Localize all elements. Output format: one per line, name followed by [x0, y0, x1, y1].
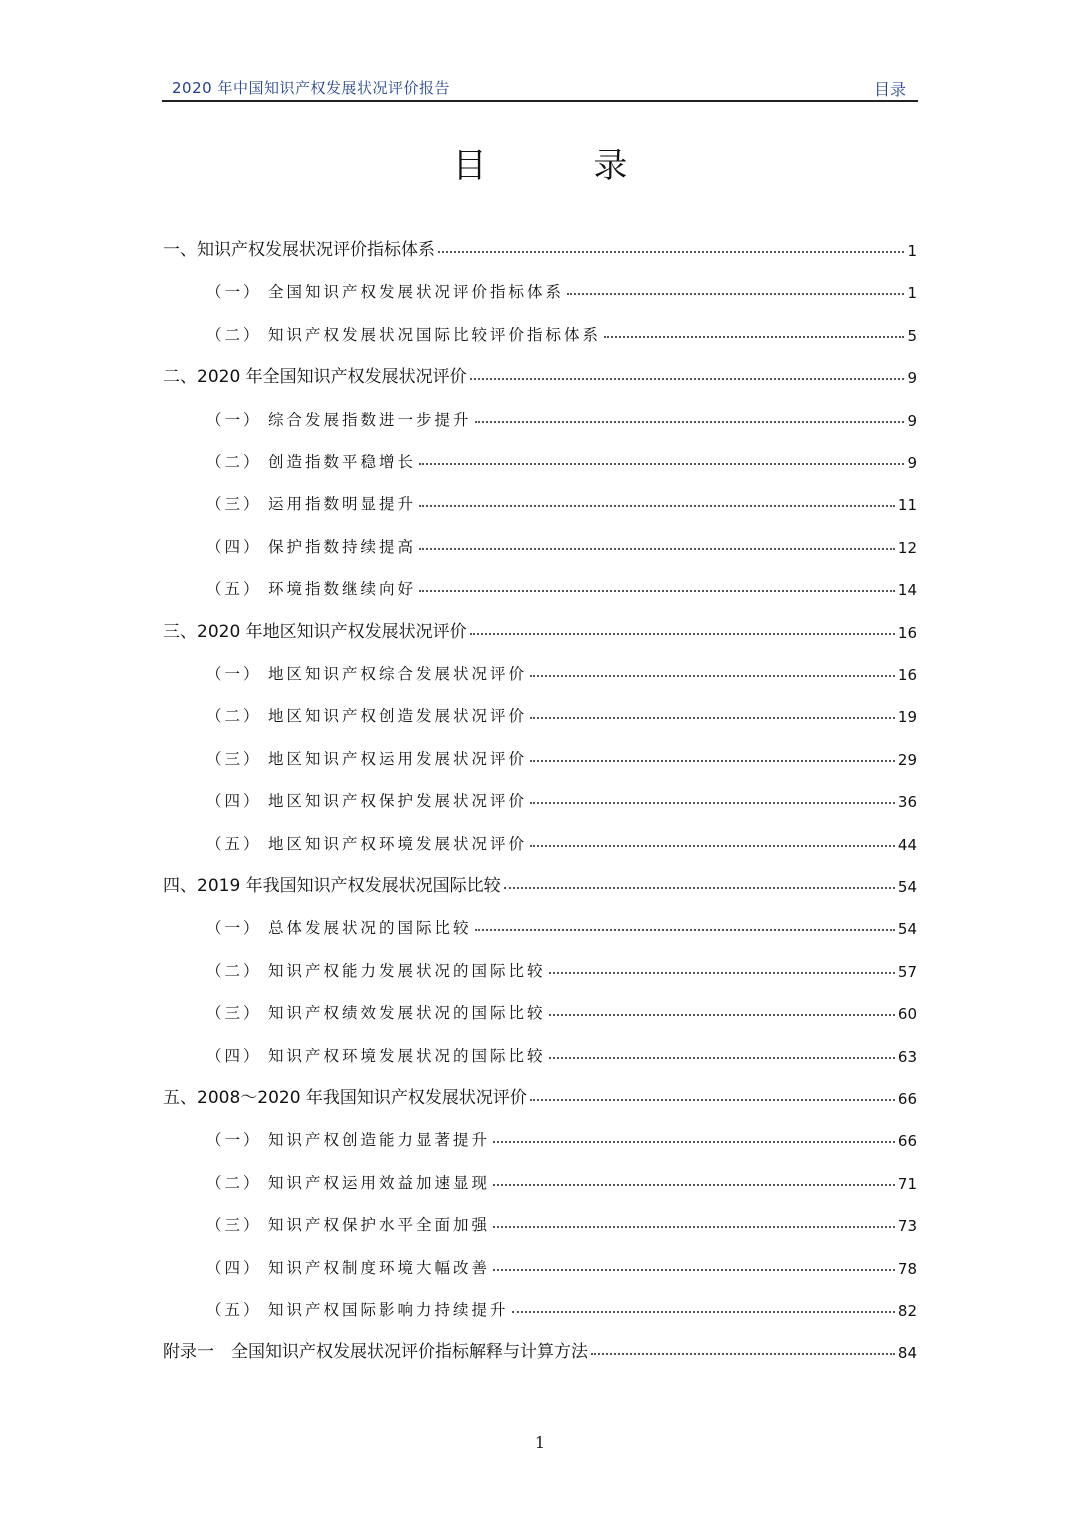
toc-section-entry[interactable] [163, 442, 917, 472]
toc-entry-number: （一） [206, 283, 262, 302]
toc-section-entry[interactable] [163, 824, 917, 854]
toc-dot-leader [549, 1057, 895, 1059]
toc-entry-label: 总体发展状况的国际比较 [268, 919, 472, 938]
toc-dot-leader [530, 1099, 895, 1101]
toc-dot-leader [530, 845, 895, 847]
toc-section-entry[interactable] [163, 1120, 917, 1150]
toc-dot-leader [549, 1014, 895, 1016]
toc-entry-number: （二） [206, 453, 262, 471]
toc-entry-label: 全国知识产权发展状况评价指标体系 [268, 283, 565, 302]
toc-entry-label: 知识产权能力发展状况的国际比较 [268, 961, 546, 980]
toc-entry-page-number: 9 [907, 411, 917, 430]
toc-entry-page-number: 71 [897, 1174, 917, 1193]
toc-section-entry[interactable] [163, 569, 917, 599]
toc-entry-page-number: 54 [897, 920, 917, 939]
toc-section-entry[interactable] [163, 908, 917, 938]
toc-dot-leader [493, 1226, 895, 1228]
toc-section-entry[interactable] [163, 400, 917, 430]
toc-chapter-entry[interactable] [163, 612, 917, 642]
toc-dot-leader [530, 717, 895, 719]
toc-entry-page-number: 44 [897, 835, 917, 854]
toc-entry-label: 知识产权发展状况国际比较评价指标体系 [268, 325, 602, 344]
toc-entry-number: （四） [206, 792, 262, 811]
toc-dot-leader [530, 802, 895, 804]
toc-dot-leader [567, 293, 904, 295]
toc-dot-leader [493, 1141, 895, 1143]
toc-entry-label: 知识产权绩效发展状况的国际比较 [268, 1004, 546, 1023]
toc-section-entry[interactable] [163, 696, 917, 726]
toc-entry-page-number: 66 [897, 1132, 917, 1151]
toc-dot-leader [604, 336, 904, 338]
toc-section-entry[interactable] [163, 315, 917, 345]
toc-entry-label: 知识产权国际影响力持续提升 [268, 1301, 509, 1319]
toc-entry-label: 知识产权制度环境大幅改善 [268, 1258, 491, 1277]
toc-section-entry[interactable] [163, 1290, 917, 1320]
toc-heading: 目 录 [452, 146, 676, 186]
toc-entry-number: （一） [206, 919, 262, 938]
toc-entry-page-number: 1 [907, 242, 917, 260]
toc-entry-page-number: 60 [897, 1005, 917, 1024]
toc-chapter-entry[interactable] [163, 357, 917, 387]
toc-dot-leader [470, 633, 895, 635]
toc-section-entry[interactable] [163, 527, 917, 557]
toc-entry-number: （四） [206, 537, 262, 556]
toc-entry-page-number: 54 [897, 878, 917, 896]
toc-entry-label: 地区知识产权环境发展状况评价 [268, 834, 528, 853]
toc-entry-number: （三） [206, 1216, 262, 1235]
toc-section-entry[interactable] [163, 1248, 917, 1278]
toc-dot-leader [504, 887, 895, 889]
toc-entry-page-number: 9 [907, 454, 917, 472]
toc-entry-number: （五） [206, 1301, 262, 1319]
toc-entry-label: 知识产权环境发展状况的国际比较 [268, 1046, 546, 1065]
toc-section-entry[interactable] [163, 1205, 917, 1235]
header-section-name: 目录 [873, 80, 906, 99]
toc-entry-label: 五、2008～2020 年我国知识产权发展状况评价 [163, 1088, 527, 1108]
toc-entry-page-number: 9 [907, 369, 917, 388]
page-number: 1 [534, 1433, 546, 1452]
toc-entry-number: （二） [206, 325, 262, 344]
header-report-title: 2020 年中国知识产权发展状况评价报告 [172, 79, 450, 97]
toc-dot-leader [419, 590, 895, 592]
toc-entry-page-number: 19 [897, 708, 917, 727]
toc-entry-label: 创造指数平稳增长 [268, 453, 417, 471]
toc-entry-number: （三） [206, 495, 262, 514]
toc-chapter-entry[interactable] [163, 230, 917, 260]
toc-dot-leader [470, 378, 905, 380]
toc-entry-page-number: 12 [897, 538, 917, 557]
toc-entry-page-number: 66 [897, 1090, 917, 1108]
toc-entry-page-number: 57 [897, 962, 917, 981]
toc-entry-label: 地区知识产权运用发展状况评价 [268, 749, 528, 768]
toc-dot-leader [419, 548, 895, 550]
toc-entry-label: 三、2020 年地区知识产权发展状况评价 [163, 621, 467, 642]
toc-entry-number: （三） [206, 1004, 262, 1023]
toc-chapter-entry[interactable] [163, 866, 917, 896]
toc-dot-leader [475, 421, 905, 423]
toc-chapter-entry[interactable] [163, 1078, 917, 1108]
toc-entry-page-number: 36 [897, 793, 917, 812]
toc-entry-number: （三） [206, 749, 262, 768]
toc-entry-page-number: 11 [897, 496, 917, 515]
toc-entry-number: （一） [206, 1131, 262, 1150]
toc-entry-number: （四） [206, 1258, 262, 1277]
toc-entry-label: 四、2019 年我国知识产权发展状况国际比较 [163, 876, 501, 896]
toc-entry-page-number: 78 [897, 1259, 917, 1278]
toc-entry-page-number: 16 [897, 666, 917, 684]
toc-entry-page-number: 84 [897, 1344, 917, 1363]
toc-entry-page-number: 82 [897, 1302, 917, 1320]
toc-entry-label: 综合发展指数进一步提升 [268, 410, 472, 429]
toc-entry-page-number: 1 [907, 284, 917, 303]
toc-dot-leader [493, 1269, 895, 1271]
toc-entry-label: 地区知识产权创造发展状况评价 [268, 707, 528, 726]
toc-entry-label: 附录一 全国知识产权发展状况评价指标解释与计算方法 [163, 1342, 588, 1363]
toc-entry-label: 一、知识产权发展状况评价指标体系 [163, 240, 435, 260]
toc-dot-leader [591, 1353, 895, 1355]
toc-dot-leader [438, 251, 904, 253]
toc-dot-leader [549, 972, 895, 974]
toc-section-entry[interactable] [163, 739, 917, 769]
toc-entry-number: （二） [206, 1173, 262, 1192]
toc-entry-number: （一） [206, 410, 262, 429]
toc-entry-number: （一） [206, 665, 262, 683]
toc-entry-number: （二） [206, 707, 262, 726]
toc-entry-label: 环境指数继续向好 [268, 580, 417, 599]
toc-entry-page-number: 16 [897, 623, 917, 642]
toc-entry-number: （四） [206, 1046, 262, 1065]
toc-entry-number: （二） [206, 961, 262, 980]
toc-dot-leader [530, 760, 895, 762]
toc-entry-page-number: 5 [907, 326, 917, 345]
toc-entry-page-number: 63 [897, 1047, 917, 1066]
toc-chapter-entry[interactable] [163, 1332, 917, 1362]
toc-entry-page-number: 14 [897, 581, 917, 600]
running-header [162, 74, 918, 102]
toc-entry-number: （五） [206, 834, 262, 853]
toc-section-entry[interactable] [163, 484, 917, 514]
toc-dot-leader [493, 1184, 895, 1186]
toc-dot-leader [530, 675, 895, 677]
toc-entry-label: 知识产权运用效益加速显现 [268, 1173, 491, 1192]
toc-entry-label: 运用指数明显提升 [268, 495, 417, 514]
toc-section-entry[interactable] [163, 951, 917, 981]
toc-section-entry[interactable] [163, 1163, 917, 1193]
toc-entry-number: （五） [206, 580, 262, 599]
toc-dot-leader [512, 1311, 895, 1313]
toc-section-entry[interactable] [163, 272, 917, 302]
toc-dot-leader [419, 463, 904, 465]
toc-entry-label: 知识产权创造能力显著提升 [268, 1131, 491, 1150]
toc-entry-label: 知识产权保护水平全面加强 [268, 1216, 491, 1235]
toc-dot-leader [419, 505, 895, 507]
toc-section-entry[interactable] [163, 993, 917, 1023]
toc-entry-label: 地区知识产权保护发展状况评价 [268, 792, 528, 811]
toc-entry-page-number: 29 [897, 750, 917, 769]
toc-entry-label: 地区知识产权综合发展状况评价 [268, 665, 528, 683]
toc-section-entry[interactable] [163, 1036, 917, 1066]
toc-section-entry[interactable] [163, 781, 917, 811]
toc-entry-label: 保护指数持续提高 [268, 537, 417, 556]
toc-section-entry[interactable] [163, 654, 917, 684]
toc-entry-label: 二、2020 年全国知识产权发展状况评价 [163, 367, 467, 388]
toc-entry-page-number: 73 [897, 1217, 917, 1236]
toc-dot-leader [475, 929, 895, 931]
